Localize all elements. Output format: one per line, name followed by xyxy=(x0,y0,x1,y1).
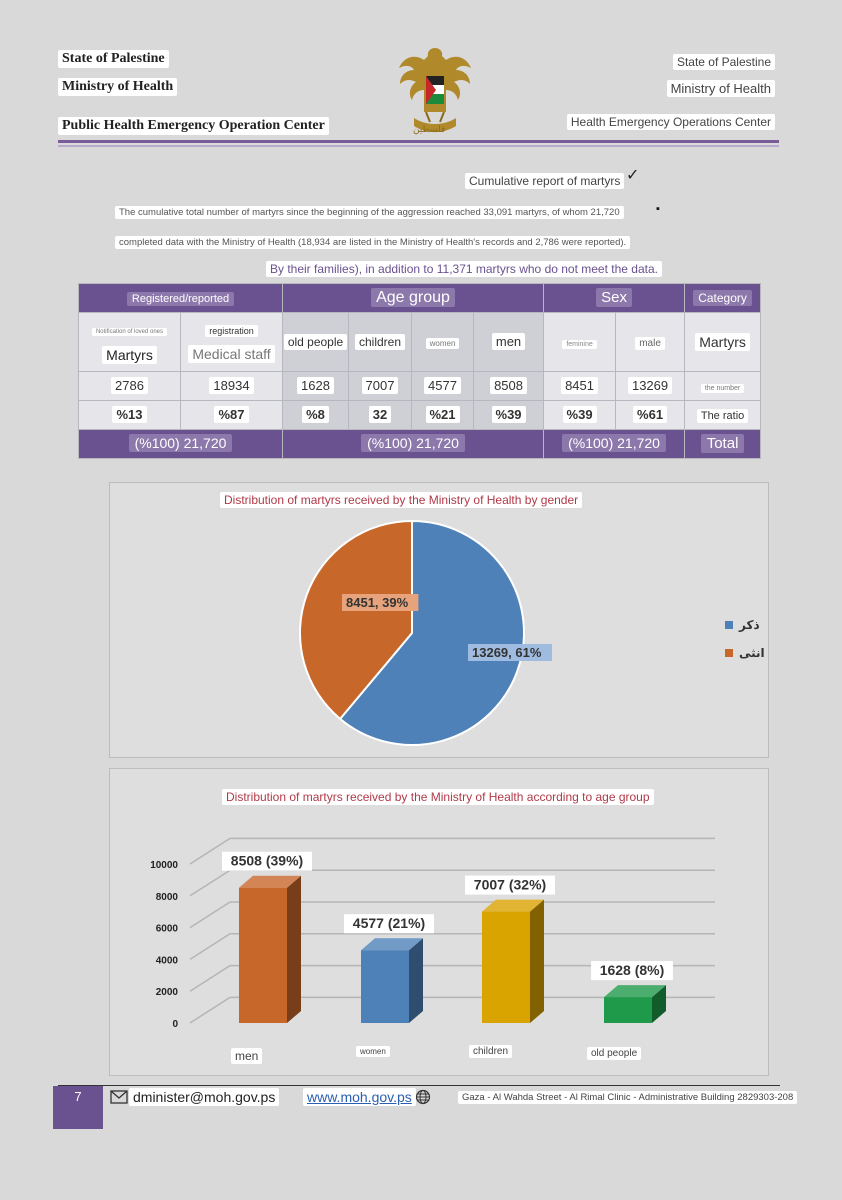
total-registered: (%100) 21,720 xyxy=(129,434,233,452)
ratio-reported: %13 xyxy=(112,406,146,423)
num-male: 13269 xyxy=(628,377,672,394)
bullet-icon: ▪ xyxy=(656,203,660,215)
sub-children: children xyxy=(355,334,405,350)
pie-chart-title: Distribution of martyrs received by the Ministry of Health by gender xyxy=(220,492,582,508)
num-reported: 2786 xyxy=(111,377,148,394)
y-tick-label-1: 2000 xyxy=(155,987,178,999)
sub-registration: registration xyxy=(205,325,258,337)
total-sex: (%100) 21,720 xyxy=(562,434,666,452)
total-age: (%100) 21,720 xyxy=(361,434,465,452)
sub-notification-main: Martyrs xyxy=(102,346,157,364)
gridline-diag-2 xyxy=(190,934,230,960)
num-old-people: 1628 xyxy=(297,377,334,394)
header-state: State of Palestine xyxy=(58,50,169,68)
x-category-label-0: men xyxy=(231,1048,262,1064)
bar-0 xyxy=(239,888,287,1023)
num-children: 7007 xyxy=(362,377,399,394)
bar-2 xyxy=(482,912,530,1023)
sub-feminine: feminine xyxy=(562,340,596,349)
num-label: the number xyxy=(701,384,744,393)
gridline-diag-4 xyxy=(190,870,230,896)
ratio-feminine: %39 xyxy=(563,406,597,423)
y-tick-label-5: 10000 xyxy=(150,860,178,871)
ratio-male: %61 xyxy=(633,406,667,423)
gender-chart-panel xyxy=(109,482,769,758)
report-line-1: The cumulative total number of martyrs since the beginning of the aggression reached 33,091 martyrs, of whom 21,720 xyxy=(115,206,624,219)
header-rule xyxy=(58,140,779,143)
header-center-right: Health Emergency Operations Center xyxy=(567,114,775,130)
sub-old-people: old people xyxy=(284,334,347,350)
emblem-text: فلسطين xyxy=(413,124,446,134)
bar-data-label-2: 7007 (32%) xyxy=(473,876,547,893)
num-women: 4577 xyxy=(424,377,461,394)
col-age-group: Age group xyxy=(371,288,455,307)
bar-1 xyxy=(361,950,409,1023)
bar-side-2 xyxy=(530,900,544,1023)
total-label: Total xyxy=(701,434,745,453)
col-registered-reported: Registered/reported xyxy=(127,292,234,306)
x-category-label-3: old people xyxy=(587,1047,641,1060)
sub-registration-main: Medical staff xyxy=(188,345,274,363)
footer-email[interactable]: dminister@moh.gov.ps xyxy=(129,1088,279,1106)
header-rule-thin xyxy=(58,145,779,147)
globe-icon xyxy=(415,1089,431,1110)
pie-data-label-0: 13269, 61% xyxy=(472,645,542,660)
pie-chart xyxy=(110,483,768,757)
sub-category-martyrs: Martyrs xyxy=(695,333,750,351)
sub-notification: Notification of loved ones xyxy=(92,328,167,336)
bar-data-label-1: 4577 (21%) xyxy=(352,915,426,932)
legend-swatch-1 xyxy=(725,649,733,657)
sub-men: men xyxy=(492,333,525,350)
gridline-diag-1 xyxy=(190,966,230,992)
bar-chart xyxy=(110,769,768,1075)
gridline-diag-3 xyxy=(190,902,230,928)
num-men: 8508 xyxy=(490,377,527,394)
y-tick-label-3: 6000 xyxy=(155,923,178,935)
y-tick-label-2: 4000 xyxy=(155,955,178,967)
pie-data-label-1: 8451, 39% xyxy=(346,595,409,610)
x-category-label-1: women xyxy=(356,1046,390,1057)
header-state-right: State of Palestine xyxy=(673,54,775,70)
legend-label-1: انثى xyxy=(739,646,765,660)
report-line-2: completed data with the Ministry of Health (18,934 are listed in the Ministry of Health's records and 2,786 were reported). xyxy=(115,236,630,249)
bar-side-0 xyxy=(287,876,301,1023)
ratio-old-people: %8 xyxy=(302,406,329,423)
gridline-diag-0 xyxy=(190,997,230,1023)
ratio-men: %39 xyxy=(492,406,526,423)
bar-3 xyxy=(604,997,652,1023)
ratio-women: %21 xyxy=(426,406,460,423)
num-feminine: 8451 xyxy=(561,377,598,394)
col-sex: Sex xyxy=(596,288,632,307)
footer-address: Gaza - Al Wahda Street - Al Rimal Clinic - Administrative Building 2829303-208 xyxy=(458,1091,797,1104)
ratio-children: 32 xyxy=(369,406,391,423)
header-center: Public Health Emergency Operation Center xyxy=(58,117,329,135)
footer-rule xyxy=(58,1085,780,1086)
martyrs-table xyxy=(78,283,761,459)
report-title: Cumulative report of martyrs xyxy=(465,173,624,189)
ratio-registered: %87 xyxy=(214,406,248,423)
mail-icon xyxy=(110,1090,128,1109)
sub-male: male xyxy=(635,337,665,350)
bar-data-label-3: 1628 (8%) xyxy=(599,962,665,979)
legend-swatch-0 xyxy=(725,621,733,629)
col-category: Category xyxy=(693,290,752,306)
y-tick-label-4: 8000 xyxy=(155,891,178,903)
age-chart-panel xyxy=(109,768,769,1076)
y-tick-label-0: 0 xyxy=(172,1019,178,1030)
report-line-3: By their families), in addition to 11,371 martyrs who do not meet the data. xyxy=(266,261,662,277)
check-icon: ✓ xyxy=(626,167,640,184)
bar-chart-title: Distribution of martyrs received by the Ministry of Health according to age group xyxy=(222,789,654,805)
num-registered: 18934 xyxy=(209,377,253,394)
bar-side-1 xyxy=(409,938,423,1023)
page-number: 7 xyxy=(74,1089,82,1104)
header-ministry-right: Ministry of Health xyxy=(667,80,775,97)
x-category-label-2: children xyxy=(469,1045,512,1058)
ratio-label: The ratio xyxy=(697,409,748,423)
header-ministry: Ministry of Health xyxy=(58,78,177,96)
page-number-box xyxy=(53,1086,103,1129)
sub-women: women xyxy=(426,338,460,349)
footer-website-link[interactable]: www.moh.gov.ps xyxy=(303,1088,416,1106)
legend-label-0: ذكر xyxy=(739,618,760,632)
bar-data-label-0: 8508 (39%) xyxy=(230,852,304,869)
